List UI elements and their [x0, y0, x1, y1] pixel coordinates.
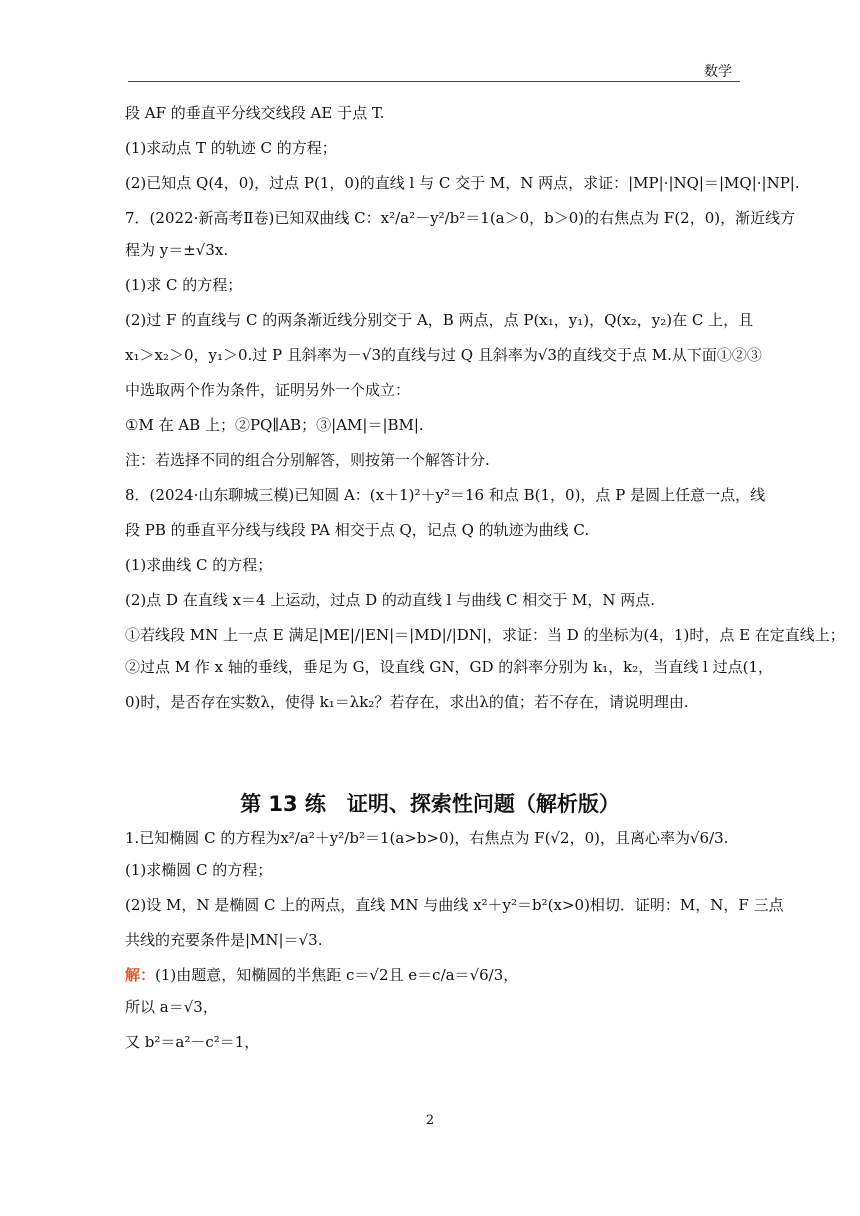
- text-line: 段 PB 的垂直平分线与线段 PA 相交于点 Q，记点 Q 的轨迹为曲线 C.: [125, 521, 590, 539]
- header-subject: 数学: [704, 64, 732, 80]
- text-line: ②过点 M 作 x 轴的垂线，垂足为 G，设直线 GN，GD 的斜率分别为 k₁，k₂，当直线 l 过点(1，: [125, 658, 773, 676]
- text-line: ①若线段 MN 上一点 E 满足|ME|/|EN|＝|MD|/|DN|，求证：当 D 的坐标为(4，1)时，点 E 在定直线上；: [125, 626, 845, 644]
- answer-line: 所以 a＝√3，: [125, 998, 218, 1016]
- text-line: x₁＞x₂＞0，y₁＞0.过 P 且斜率为－√3的直线与过 Q 且斜率为√3的直线交于点 M.从下面①②③: [125, 346, 762, 364]
- text-line: 注：若选择不同的组合分别解答，则按第一个解答计分.: [125, 451, 490, 469]
- text-line: (1)求动点 T 的轨迹 C 的方程；: [125, 139, 337, 157]
- section-title: 第 13 练 证明、探索性问题（解析版）: [240, 792, 620, 816]
- text-line: (2)点 D 在直线 x＝4 上运动，过点 D 的动直线 l 与曲线 C 相交于 M，N 两点.: [125, 591, 656, 609]
- text-line: 8．(2024·山东聊城三模)已知圆 A：(x＋1)²＋y²＝16 和点 B(1，0)，点 P 是圆上任意一点，线: [125, 486, 766, 504]
- text-line: (2)过 F 的直线与 C 的两条渐近线分别交于 A，B 两点，点 P(x₁，y₁)，Q(x₂，y₂)在 C 上，且: [125, 311, 754, 329]
- answer-line: 又 b²＝a²－c²＝1，: [125, 1033, 260, 1051]
- text-line: (1)求椭圆 C 的方程；: [125, 861, 273, 879]
- problems-block: [125, 103, 845, 727]
- text-line: 中选取两个作为条件，证明另外一个成立：: [125, 381, 411, 399]
- text-line: 共线的充要条件是|MN|＝√3.: [125, 931, 323, 949]
- solution-block: [125, 828, 784, 1067]
- text-line: ①M 在 AB 上；②PQ∥AB；③|AM|＝|BM|.: [125, 416, 424, 434]
- text-line: 1.已知椭圆 C 的方程为x²/a²＋y²/b²＝1(a>b>0)，右焦点为 F(√2，0)，且离心率为√6/3.: [125, 829, 729, 847]
- answer-label: 解：: [125, 966, 156, 984]
- text-line: (2)设 M，N 是椭圆 C 上的两点，直线 MN 与曲线 x²＋y²＝b²(x>0)相切．证明：M，N，F 三点: [125, 896, 784, 914]
- text-line: (1)求曲线 C 的方程；: [125, 556, 273, 574]
- text-line: 0)时，是否存在实数λ，使得 k₁＝λk₂？若存在，求出λ的值；若不存在，请说明理由.: [125, 693, 689, 711]
- page-number: 2: [425, 1113, 435, 1128]
- header-rule: [128, 81, 740, 82]
- text-line: (2)已知点 Q(4，0)，过点 P(1，0)的直线 l 与 C 交于 M，N 两点，求证：|MP|·|NQ|＝|MQ|·|NP|.: [125, 174, 800, 192]
- answer-line: [125, 965, 739, 985]
- text-line: 段 AF 的垂直平分线交线段 AE 于点 T.: [125, 104, 385, 122]
- text-line: (1)求 C 的方程；: [125, 276, 243, 294]
- text-line: 程为 y＝±√3x.: [125, 241, 229, 259]
- answer-text: (1)由题意，知椭圆的半焦距 c＝√2且 e＝c/a＝√6/3，: [155, 966, 519, 984]
- text-line: 7．(2022·新高考Ⅱ卷)已知双曲线 C：x²/a²－y²/b²＝1(a＞0，b＞0)的右焦点为 F(2，0)，渐近线方: [125, 209, 796, 227]
